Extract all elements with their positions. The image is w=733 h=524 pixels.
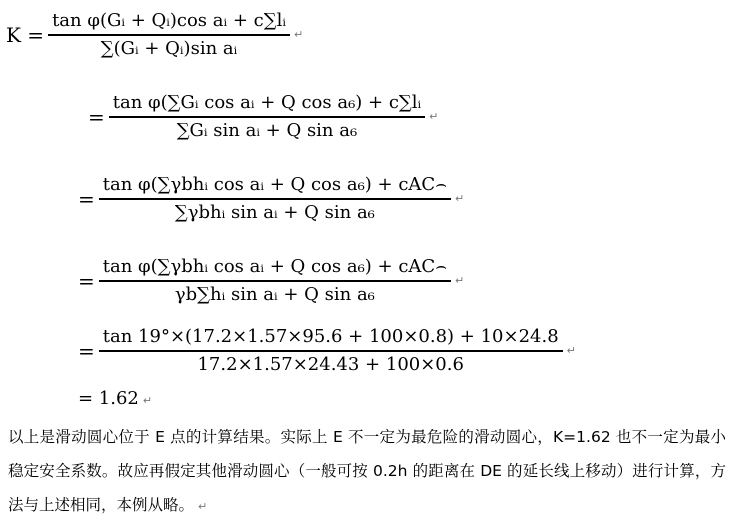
denominator: ∑γbhᵢ sin aᵢ + Q sin a₆ — [174, 201, 375, 223]
numerator: tan 19°×(17.2×1.57×95.6 + 100×0.8) + 10×24.8 — [102, 326, 559, 347]
equation-5 — [78, 324, 576, 378]
denominator: ∑(Gᵢ + Qᵢ)sin aᵢ — [100, 37, 238, 59]
fraction — [48, 8, 290, 62]
return-mark-icon: ↵ — [198, 500, 208, 513]
equation-lhs: = — [78, 338, 95, 363]
denominator: ∑Gᵢ sin aᵢ + Q sin a₆ — [176, 119, 358, 141]
fraction — [99, 172, 451, 226]
fraction — [99, 254, 451, 308]
numerator: tan φ(∑Gᵢ cos aᵢ + Q cos a₆) + c∑lᵢ — [112, 92, 422, 113]
return-mark-icon: ↵ — [455, 274, 465, 288]
explanation-paragraph — [8, 420, 726, 524]
equation-3 — [78, 172, 464, 226]
equation-lhs: = — [78, 186, 95, 211]
return-mark-icon: ↵ — [566, 344, 576, 358]
return-mark-icon: ↵ — [293, 28, 304, 42]
fraction — [109, 90, 425, 144]
equation-1 — [6, 8, 303, 62]
paragraph-text: 以上是滑动圆心位于 E 点的计算结果。实际上 E 不一定为最危险的滑动圆心，K=1.62 也不一定为最小稳定安全系数。故应再假定其他滑动圆心（一般可按 0.2h 的距离在 DE 的延长线上移动）进行计算，方法与上述相同，本例从略。 — [8, 428, 726, 514]
numerator: tan φ(∑γbhᵢ cos aᵢ + Q cos a₆) + cAC⌢ — [102, 256, 448, 277]
numerator: tan φ(∑γbhᵢ cos aᵢ + Q cos a₆) + cAC⌢ — [102, 174, 448, 195]
equation-2 — [88, 90, 438, 144]
denominator: 17.2×1.57×24.43 + 100×0.6 — [197, 353, 464, 375]
equation-lhs: = — [78, 268, 95, 293]
equation-lhs: K = — [6, 22, 45, 47]
return-mark-icon: ↵ — [429, 110, 439, 124]
return-mark-icon: ↵ — [142, 394, 153, 407]
numerator: tan φ(Gᵢ + Qᵢ)cos aᵢ + c∑lᵢ — [52, 10, 286, 31]
equation-lhs: = — [88, 104, 105, 129]
return-mark-icon: ↵ — [455, 192, 465, 206]
result-value: = 1.62 — [78, 388, 139, 409]
denominator: γb∑hᵢ sin aᵢ + Q sin a₆ — [174, 283, 375, 305]
fraction — [99, 324, 563, 378]
equation-4 — [78, 254, 464, 308]
final-result — [78, 388, 152, 409]
